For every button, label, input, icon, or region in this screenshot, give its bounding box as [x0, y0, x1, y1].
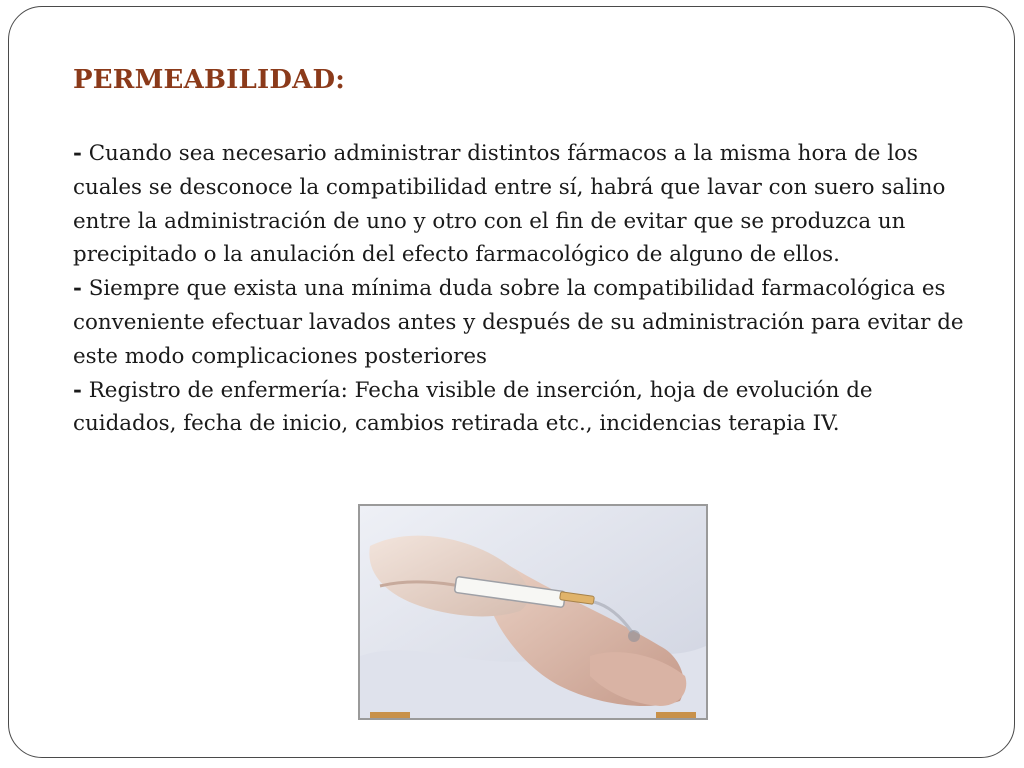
paragraph-3: [73, 374, 973, 442]
slide-title: PERMEABILIDAD:: [73, 65, 345, 95]
paragraph-2: [73, 272, 973, 373]
iv-syringe-photo-icon: [358, 504, 708, 720]
bullet-dash: -: [73, 141, 82, 166]
insertion-site: [628, 630, 640, 642]
photo-border-strip: [656, 712, 696, 718]
bullet-dash: -: [73, 377, 82, 403]
photo-border-strip: [370, 712, 410, 718]
slide-body: [73, 137, 973, 441]
paragraph-text: Cuando sea necesario administrar distintos fármacos a la misma hora de los cuales se desconoce la compatibilidad entre sí, habrá que lavar con suero salino entre la administración de uno y otro con el fin de evitar que se produzca un precipitado o la anulación del efecto farmacológico de alguno de ellos.: [73, 141, 946, 268]
paragraph-text: Registro de enfermería: Fecha visible de inserción, hoja de evolución de cuidados, fecha de inicio, cambios retirada etc., incidencias terapia IV.: [73, 377, 873, 437]
photo-illustration: [360, 506, 706, 718]
paragraph-1: [73, 137, 973, 272]
bullet-dash: -: [73, 276, 82, 302]
paragraph-text: Siempre que exista una mínima duda sobre la compatibilidad farmacológica es conveniente efectuar lavados antes y después de su administración para evitar de este modo complicaciones posteriores: [73, 276, 964, 369]
